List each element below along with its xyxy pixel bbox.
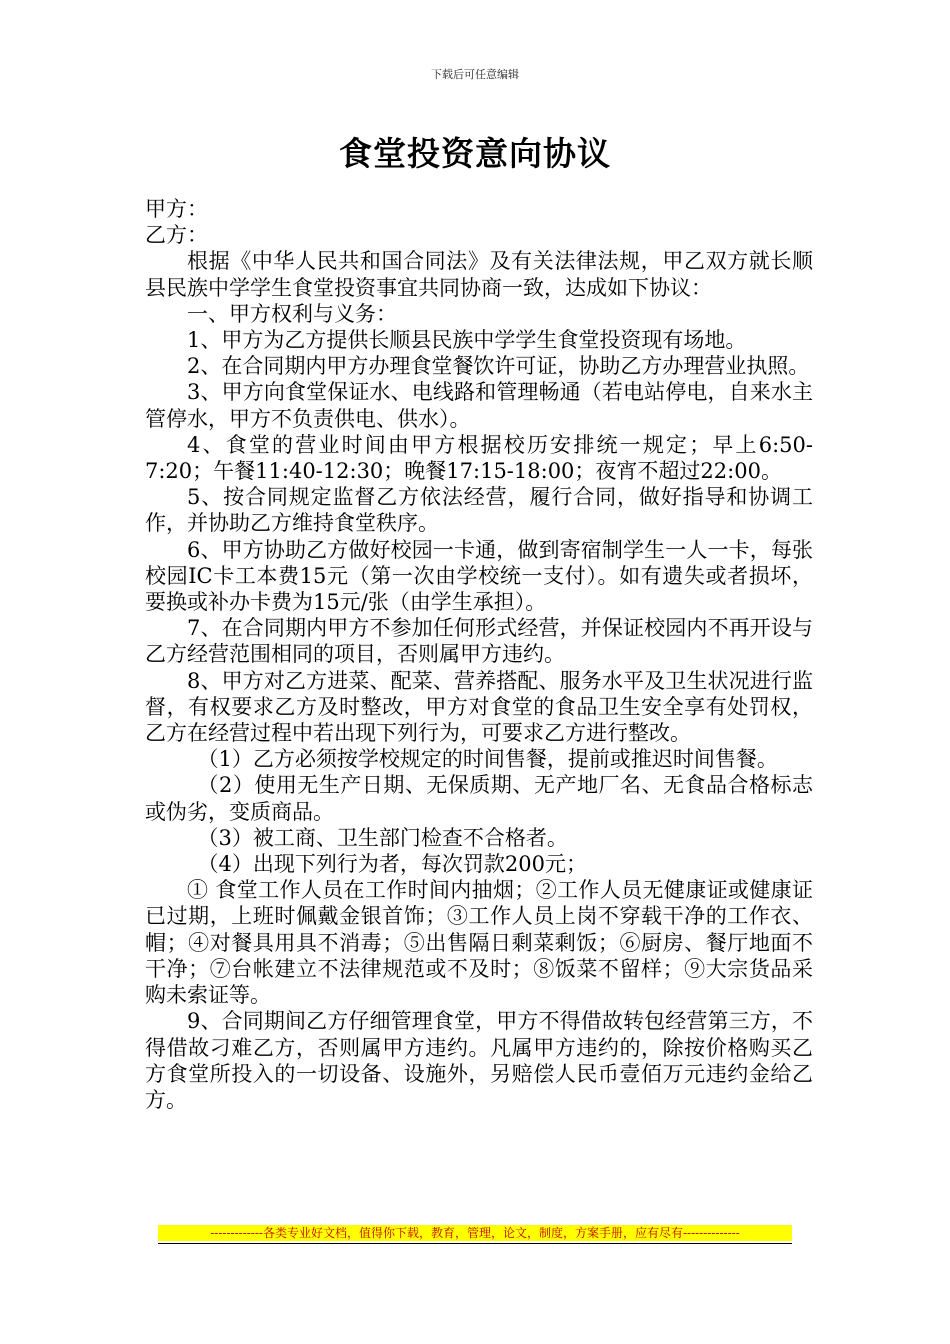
preamble-paragraph: 根据《中华人民共和国合同法》及有关法律法规，甲乙双方就长顺县民族中学学生食堂投资事宜共同协商一致，达成如下协议：	[145, 249, 813, 300]
footer-banner: -------------各类专业好文档，值得你下载，教育，管理，论文，制度，方案手册，应有尽有--------------	[158, 1225, 792, 1241]
page-header-note: 下载后可任意编辑	[431, 68, 519, 81]
sub-item-1: （1）乙方必须按学校规定的时间售餐，提前或推迟时间售餐。	[197, 747, 778, 772]
violations-list: ① 食堂工作人员在工作时间内抽烟；②工作人员无健康证或健康证已过期，上班时佩戴金银首饰；③工作人员上岗不穿载干净的工作衣、帽；④对餐具用具不消毒；⑤出售隔日剩菜剩饭；⑥厨房、餐厅地面不干净；⑦台帐建立不法律规范或不及时；⑧饭菜不留样；⑨大宗货品采购未索证等。	[145, 878, 813, 1008]
section-heading: 一、甲方权利与义务：	[187, 301, 397, 326]
clause-4: 4、食堂的营业时间由甲方根据校历安排统一规定；早上6:50-7:20；午餐11:40-12:30；晚餐17:15-18:00；夜宵不超过22:00。	[145, 432, 813, 484]
clause-6: 6、甲方协助乙方做好校园一卡通，做到寄宿制学生一人一卡，每张校园IC卡工本费15元（第一次由学校统一支付）。如有遗失或者损坏，要换或补办卡费为15元/张（由学生承担）。	[145, 537, 813, 615]
clause-1: 1、甲方为乙方提供长顺县民族中学学生食堂投资现有场地。	[187, 328, 747, 353]
clause-8: 8、甲方对乙方进菜、配菜、营养搭配、服务水平及卫生状况进行监督，有权要求乙方及时整改，甲方对食堂的食品卫生安全享有处罚权，乙方在经营过程中若出现下列行为，可要求乙方进行整改。	[145, 668, 813, 746]
party-b-label: 乙方：	[145, 223, 208, 248]
footer-divider	[158, 1243, 792, 1244]
party-a-label: 甲方：	[145, 197, 208, 221]
document-body	[145, 196, 813, 1113]
clause-2: 2、在合同期内甲方办理食堂餐饮许可证，协助乙方办理营业执照。	[187, 354, 810, 379]
clause-7: 7、在合同期内甲方不参加任何形式经营，并保证校园内不再开设与乙方经营范围相同的项目，否则属甲方违约。	[145, 616, 813, 667]
sub-item-2: （2）使用无生产日期、无保质期、无产地厂名、无食品合格标志或伪劣，变质商品。	[145, 773, 813, 824]
document-title: 食堂投资意向协议	[339, 134, 611, 173]
page-footer	[158, 1225, 792, 1244]
clause-3: 3、甲方向食堂保证水、电线路和管理畅通（若电站停电，自来水主管停水，甲方不负责供电、供水）。	[145, 380, 813, 431]
clause-5: 5、按合同规定监督乙方依法经营，履行合同，做好指导和协调工作，并协助乙方维持食堂秩序。	[145, 485, 813, 536]
sub-item-3: （3）被工商、卫生部门检查不合格者。	[197, 825, 568, 850]
sub-item-4: （4）出现下列行为者，每次罚款200元；	[197, 852, 587, 877]
clause-9: 9、合同期间乙方仔细管理食堂，甲方不得借故转包经营第三方，不得借故刁难乙方，否则属甲方违约。凡属甲方违约的，除按价格购买乙方食堂所投入的一切设备、设施外，另赔偿人民币壹佰万元违约金给乙方。	[145, 1009, 813, 1112]
